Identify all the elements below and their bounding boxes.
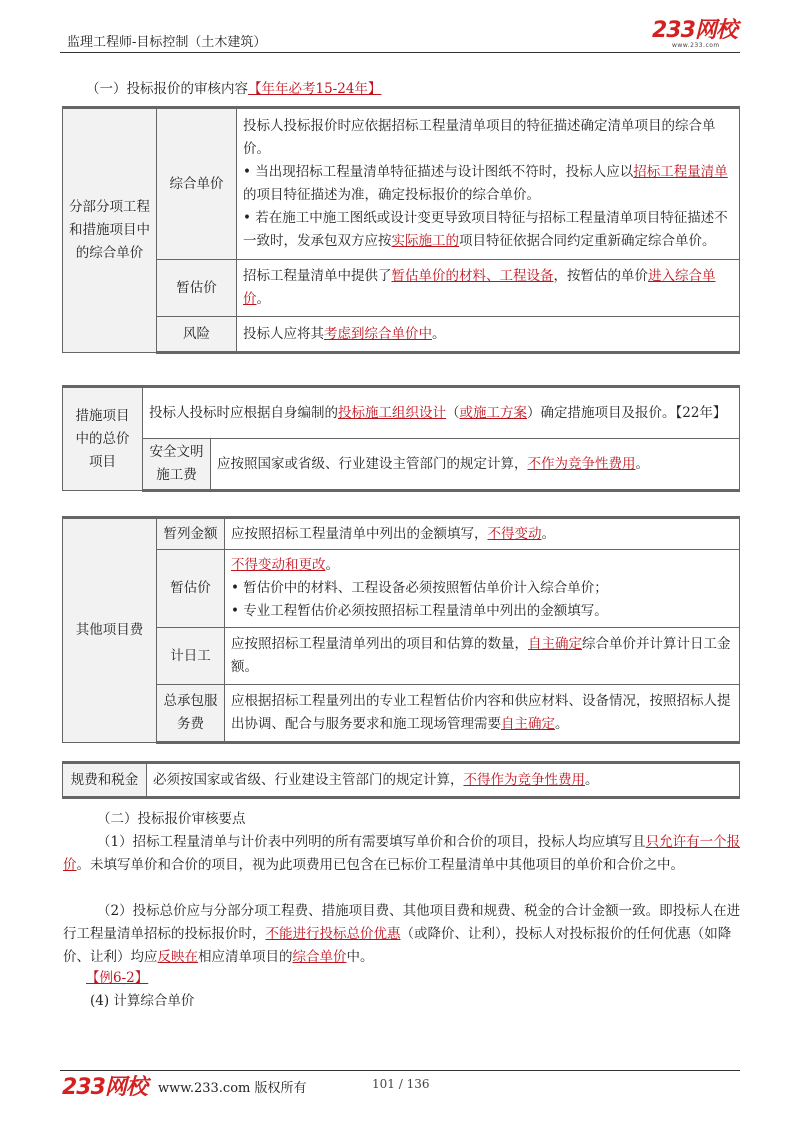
- header-divider: [60, 52, 740, 53]
- table-cell: 应按照招标工程量清单列出的项目和估算的数量，自主确定综合单价并计算计日工金额。: [225, 628, 740, 685]
- text-line: 不得变动和更改。: [231, 557, 339, 573]
- table-cell: 必须按国家或省级、行业建设主管部门的规定计算，不得作为竞争性费用。: [147, 763, 740, 798]
- sub-label: 暂估价: [157, 260, 237, 317]
- text-line: 投标人投标报价时应依据招标工程量清单项目的特征描述确定清单项目的综合单价。: [243, 118, 716, 157]
- text-line: • 若在施工中施工图纸或设计变更导致项目特征与招标工程量清单项目特征描述不一致时，发承包双方应按实际施工的项目特征依据合同约定重新确定综合单价。: [243, 210, 728, 249]
- sub-label: 暂列金额: [157, 518, 225, 550]
- table-other-items: [62, 516, 740, 744]
- table-cell: [237, 108, 740, 260]
- logo-url: www.233.com: [672, 42, 720, 49]
- footer-logo: 233网校: [62, 1075, 147, 1100]
- exam-years-tag: 【年年必考15-24年】: [248, 81, 382, 97]
- sub-label: 计日工: [157, 628, 225, 685]
- table-cell: 投标人投标时应根据自身编制的投标施工组织设计（或施工方案）确定措施项目及报价。【22年】: [143, 387, 740, 439]
- sub-label: 暂估价: [157, 550, 225, 628]
- table-cell: 招标工程量清单中提供了暂估单价的材料、工程设备，按暂估的单价进入综合单价。: [237, 260, 740, 317]
- row-label: 分部分项工程和措施项目中的综合单价: [63, 108, 157, 353]
- sub-label: 安全文明施工费: [143, 439, 211, 491]
- table-cell: 应按照国家或省级、行业建设主管部门的规定计算，不作为竞争性费用。: [211, 439, 740, 491]
- example-tag: 【例6-2】: [86, 970, 149, 986]
- page-number: 101 / 136: [372, 1077, 430, 1091]
- text-line: • 暂估价中的材料、工程设备必须按照暂估单价计入综合单价；: [231, 580, 608, 596]
- table-comprehensive-unit-price: [62, 106, 740, 354]
- item-4: (4) 计算综合单价: [90, 993, 195, 1009]
- footer-divider: [60, 1070, 740, 1071]
- table-cell: 应根据招标工程量列出的专业工程暂估价内容和供应材料、设备情况，按照招标人提出协调、配合与服务要求和施工现场管理需要自主确定。: [225, 685, 740, 743]
- row-label: 其他项目费: [63, 518, 157, 743]
- table-cell: [225, 550, 740, 628]
- paragraph-2: （2）投标总价应与分部分项工程费、措施项目费、其他项目费和规费、税金的合计金额一致。即投标人在进行工程量清单招标的投标报价时，不能进行投标总价优惠（或降价、让利），投标人对投标报价的任何优惠（如降价、让利）均应反映在相应清单项目的综合单价中。: [63, 903, 741, 965]
- table-cell: 投标人应将其考虑到综合单价中。: [237, 317, 740, 353]
- table-cell: 应按照招标工程量清单中列出的金额填写，不得变动。: [225, 518, 740, 550]
- row-label: 规费和税金: [63, 763, 147, 798]
- section-heading-1: [86, 77, 381, 97]
- brand-logo: [652, 20, 744, 48]
- section-heading-2: （二）投标报价审核要点: [97, 811, 246, 827]
- sub-label: 总承包服务费: [157, 685, 225, 743]
- sub-label: 风险: [157, 317, 237, 353]
- table-measure-total-price: [62, 385, 740, 492]
- sub-label: 综合单价: [157, 108, 237, 260]
- row-label: 措施项目中的总价项目: [63, 387, 143, 491]
- footer-copyright: www.233.com 版权所有: [158, 1081, 307, 1096]
- paragraph-1: （1）招标工程量清单与计价表中列明的所有需要填写单价和合价的项目，投标人均应填写且只允许有一个报价。未填写单价和合价的项目，视为此项费用已包含在已标价工程量清单中其他项目的单价和合价之中。: [63, 834, 741, 873]
- text-line: • 专业工程暂估价必须按照招标工程量清单中列出的金额填写。: [231, 603, 608, 619]
- text-line: • 当出现招标工程量清单特征描述与设计图纸不符时，投标人应以招标工程量清单的项目特征描述为准，确定投标报价的综合单价。: [243, 164, 728, 203]
- logo-text: 233网校: [652, 18, 737, 43]
- section-heading-text: （一）投标报价的审核内容: [86, 81, 248, 97]
- document-header-title: 监理工程师-目标控制（土木建筑）: [67, 35, 267, 50]
- table-fees-and-taxes: [62, 761, 740, 799]
